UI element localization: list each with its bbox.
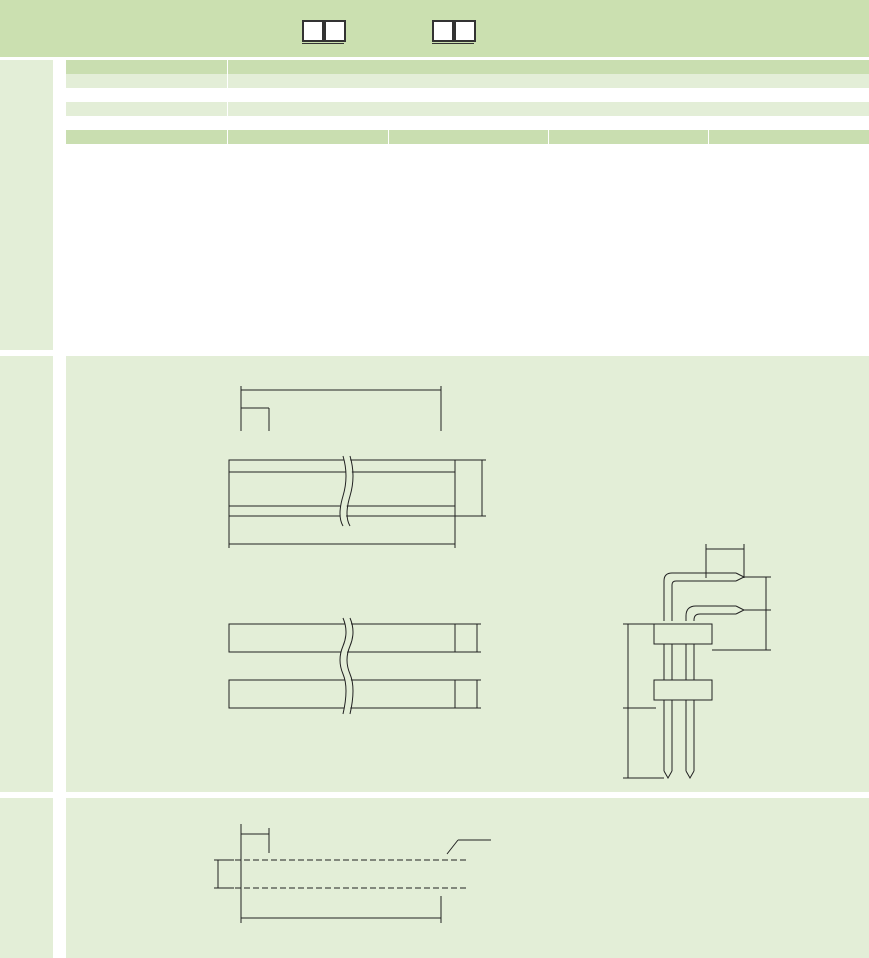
table-row (66, 60, 869, 74)
col-header (548, 130, 708, 144)
height-value (227, 60, 869, 74)
col-header (708, 130, 869, 144)
side-current (0, 60, 53, 350)
table-row (66, 102, 869, 116)
col-header (227, 130, 388, 144)
col-header (388, 130, 548, 144)
table-row (66, 74, 869, 88)
pin-count-box-2 (324, 20, 346, 42)
side-mounting (0, 798, 53, 958)
table-header (66, 130, 869, 144)
height-code-label (66, 74, 227, 88)
mounting-hole-drawing (66, 798, 869, 958)
pin-underline (302, 43, 344, 44)
spec-table (66, 60, 869, 144)
terminal-code-box-1 (432, 20, 454, 42)
side-dimensions (0, 356, 53, 792)
dimension-drawing (66, 356, 869, 792)
pin-count-box-1 (302, 20, 324, 42)
header-bar (0, 0, 869, 57)
pins-label (66, 102, 227, 116)
height-label (66, 60, 227, 74)
height-code-value (227, 74, 869, 88)
terminal-underline (432, 43, 474, 44)
col-header (66, 130, 227, 144)
pins-value (227, 102, 869, 116)
terminal-code-box-2 (454, 20, 476, 42)
